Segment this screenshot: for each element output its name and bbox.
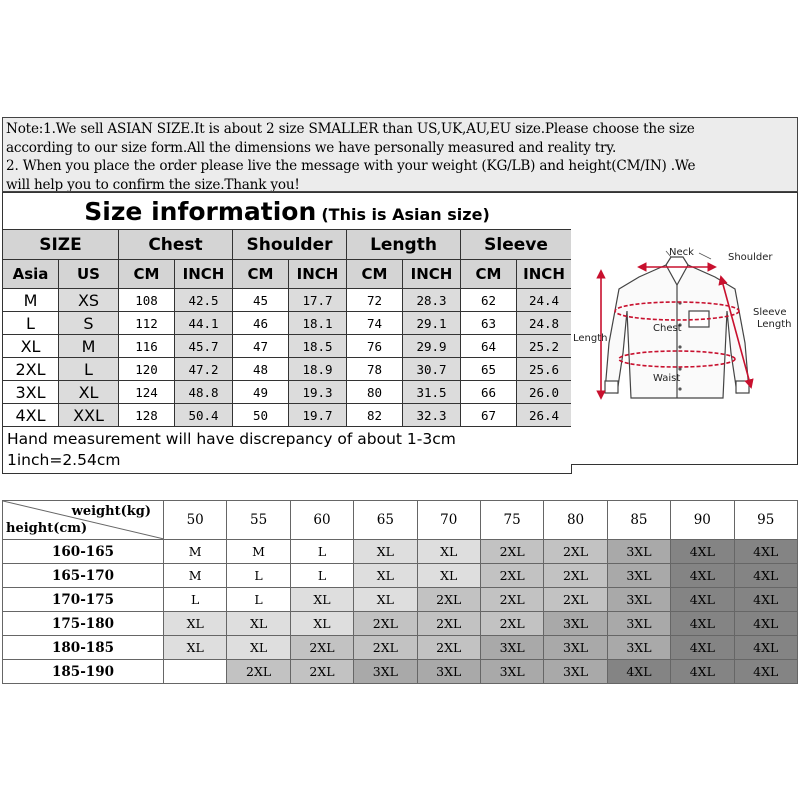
size-sub-header: INCH [403,260,461,289]
size-cell: M [59,335,119,358]
recommended-size-cell: 4XL [671,588,734,612]
height-range-cell: 175-180 [3,612,164,636]
size-chart-subtitle: (This is Asian size) [321,204,490,224]
recommended-size-cell: 2XL [544,588,607,612]
size-cell: 18.5 [289,335,347,358]
recommended-size-cell: 3XL [354,660,417,684]
note-line-2: according to our size form.All the dimensions we have personally measured and reality try. [6,139,617,156]
recommended-size-cell: 4XL [671,564,734,588]
size-chart-sub-header [3,260,572,289]
size-cell: 50.4 [175,404,233,427]
size-cell: 29.9 [403,335,461,358]
recommended-size-cell: L [227,564,290,588]
size-cell: 82 [347,404,403,427]
height-row [3,564,798,588]
recommended-size-cell: L [290,540,353,564]
size-cell: 26.4 [517,404,572,427]
weight-header-cell: 75 [480,501,543,540]
weight-axis-label: weight(kg) [71,504,151,519]
length-label: Length [573,333,608,344]
recommended-size-cell: 2XL [354,612,417,636]
size-cell: 120 [119,358,175,381]
size-cell: M [3,289,59,312]
size-cell: 44.1 [175,312,233,335]
size-cell: 72 [347,289,403,312]
size-cell: S [59,312,119,335]
chest-label: Chest [653,323,682,334]
size-cell: 48.8 [175,381,233,404]
recommended-size-cell: 3XL [607,588,670,612]
sleeve-length-label: Length [757,319,792,330]
height-axis-label: height(cm) [6,521,88,536]
recommended-size-cell: 4XL [734,612,797,636]
recommended-size-cell: M [164,540,227,564]
size-cell: 18.9 [289,358,347,381]
recommended-size-cell: 4XL [734,636,797,660]
size-cell: 26.0 [517,381,572,404]
recommended-size-cell: 2XL [417,612,480,636]
shirt-illustration [571,193,797,466]
recommended-size-cell: 2XL [417,588,480,612]
size-cell: 31.5 [403,381,461,404]
size-cell: 66 [461,381,517,404]
size-sub-header: CM [119,260,175,289]
height-row [3,588,798,612]
height-range-cell: 170-175 [3,588,164,612]
recommended-size-cell: 2XL [354,636,417,660]
recommended-size-cell: 4XL [734,564,797,588]
recommended-size-cell: 4XL [734,588,797,612]
recommended-size-cell: 3XL [544,612,607,636]
height-range-cell: 165-170 [3,564,164,588]
size-cell: 28.3 [403,289,461,312]
size-cell: 128 [119,404,175,427]
size-cell: 47 [233,335,289,358]
recommended-size-cell: 2XL [227,660,290,684]
recommended-size-cell: 2XL [417,636,480,660]
weight-header-cell: 50 [164,501,227,540]
size-cell: 18.1 [289,312,347,335]
recommended-size-cell: 3XL [607,564,670,588]
weight-header-cell: 80 [544,501,607,540]
size-cell: 78 [347,358,403,381]
size-sub-header: INCH [289,260,347,289]
recommended-size-cell: 3XL [544,636,607,660]
recommended-size-cell: 2XL [290,660,353,684]
recommended-size-cell: 2XL [480,612,543,636]
recommended-size-cell: 3XL [417,660,480,684]
size-sub-header: Asia [3,260,59,289]
size-cell: 4XL [3,404,59,427]
recommended-size-cell: 3XL [607,612,670,636]
recommended-size-cell: XL [227,612,290,636]
size-cell: 116 [119,335,175,358]
weight-header-cell: 95 [734,501,797,540]
recommended-size-cell: XL [227,636,290,660]
height-row [3,636,798,660]
size-cell: 67 [461,404,517,427]
recommended-size-cell: L [227,588,290,612]
weight-header-cell: 60 [290,501,353,540]
waist-label: Waist [653,373,681,384]
size-cell: 49 [233,381,289,404]
recommended-size-cell: 4XL [671,636,734,660]
size-sub-header: US [59,260,119,289]
size-cell: 32.3 [403,404,461,427]
recommended-size-cell: 2XL [480,540,543,564]
recommended-size-cell: XL [417,564,480,588]
size-sub-header: CM [461,260,517,289]
size-cell: 76 [347,335,403,358]
size-cell: 46 [233,312,289,335]
recommended-size-cell: 3XL [607,636,670,660]
size-cell: 30.7 [403,358,461,381]
note-line-1: Note:1.We sell ASIAN SIZE.It is about 2 size SMALLER than US,UK,AU,EU size.Please choose the size [6,121,695,137]
recommended-size-cell: XL [290,612,353,636]
recommended-size-cell [164,660,227,684]
size-cell: 2XL [3,358,59,381]
size-group-header: SIZE [3,230,119,260]
recommended-size-cell: XL [354,588,417,612]
size-row [3,404,572,427]
size-cell: 45 [233,289,289,312]
recommended-size-cell: 4XL [734,540,797,564]
size-group-header: Chest [119,230,233,260]
size-cell: 48 [233,358,289,381]
size-cell: L [59,358,119,381]
size-chart-title-text: Size information [84,196,317,226]
recommended-size-cell: 4XL [734,660,797,684]
weight-height-corner [3,501,164,540]
size-cell: 25.2 [517,335,572,358]
recommended-size-cell: L [164,588,227,612]
size-cell: 24.4 [517,289,572,312]
size-cell: 64 [461,335,517,358]
recommended-size-cell: M [164,564,227,588]
size-row [3,335,572,358]
size-chart-table [2,192,572,474]
recommended-size-cell: 2XL [544,540,607,564]
recommended-size-cell: 4XL [671,540,734,564]
recommended-size-cell: 4XL [671,660,734,684]
weight-header-cell: 85 [607,501,670,540]
size-cell: 50 [233,404,289,427]
size-sub-header: INCH [175,260,233,289]
weight-header-cell: 55 [227,501,290,540]
sleeve-label: Sleeve [753,307,787,318]
size-sub-header: INCH [517,260,572,289]
shirt-measurement-diagram [571,192,798,465]
size-cell: 47.2 [175,358,233,381]
size-cell: 63 [461,312,517,335]
height-row [3,660,798,684]
recommended-size-cell: XL [354,540,417,564]
size-cell: 74 [347,312,403,335]
inch-conversion-note: 1inch=2.54cm [7,451,121,469]
size-row [3,381,572,404]
recommended-size-cell: 2XL [480,588,543,612]
weight-header-cell: 70 [417,501,480,540]
size-row [3,358,572,381]
size-cell: 19.3 [289,381,347,404]
size-group-header: Sleeve [461,230,572,260]
size-cell: 45.7 [175,335,233,358]
weight-height-table [2,500,798,684]
size-cell: XXL [59,404,119,427]
size-cell: 25.6 [517,358,572,381]
size-sub-header: CM [347,260,403,289]
weight-header-cell: 90 [671,501,734,540]
size-chart-title [3,193,572,230]
recommended-size-cell: 4XL [607,660,670,684]
recommended-size-cell: 3XL [480,660,543,684]
size-cell: 108 [119,289,175,312]
discrepancy-note: Hand measurement will have discrepancy of about 1-3cm [7,430,456,448]
size-cell: XL [59,381,119,404]
recommended-size-cell: 2XL [544,564,607,588]
size-sub-header: CM [233,260,289,289]
height-row [3,612,798,636]
recommended-size-cell: M [227,540,290,564]
size-cell: XL [3,335,59,358]
recommended-size-cell: 2XL [480,564,543,588]
recommended-size-cell: L [290,564,353,588]
recommended-size-cell: 4XL [671,612,734,636]
weight-header-cell: 65 [354,501,417,540]
recommended-size-cell: XL [417,540,480,564]
recommended-size-cell: 3XL [544,660,607,684]
size-cell: 112 [119,312,175,335]
size-group-header: Length [347,230,461,260]
shoulder-label: Shoulder [728,252,773,263]
size-chart-footnote [3,427,572,474]
recommended-size-cell: XL [354,564,417,588]
recommended-size-cell: XL [290,588,353,612]
recommended-size-cell: XL [164,612,227,636]
size-group-header: Shoulder [233,230,347,260]
size-cell: 124 [119,381,175,404]
recommended-size-cell: 3XL [607,540,670,564]
neck-label: Neck [669,247,694,258]
size-cell: 65 [461,358,517,381]
size-chart-group-header [3,230,572,260]
weight-header-row [3,501,798,540]
size-cell: 62 [461,289,517,312]
size-cell: L [3,312,59,335]
height-range-cell: 185-190 [3,660,164,684]
size-cell: 24.8 [517,312,572,335]
size-row [3,289,572,312]
height-range-cell: 180-185 [3,636,164,660]
recommended-size-cell: XL [164,636,227,660]
size-cell: 42.5 [175,289,233,312]
size-cell: 80 [347,381,403,404]
recommended-size-cell: 3XL [480,636,543,660]
size-cell: 29.1 [403,312,461,335]
height-range-cell: 160-165 [3,540,164,564]
size-cell: 19.7 [289,404,347,427]
size-cell: XS [59,289,119,312]
size-cell: 17.7 [289,289,347,312]
note-box [2,117,798,192]
note-line-3: 2. When you place the order please live the message with your weight (KG/LB) and height(CM/IN) .We [6,158,696,174]
size-cell: 3XL [3,381,59,404]
size-row [3,312,572,335]
note-line-4: will help you to confirm the size.Thank you! [6,176,300,192]
height-row [3,540,798,564]
recommended-size-cell: 2XL [290,636,353,660]
